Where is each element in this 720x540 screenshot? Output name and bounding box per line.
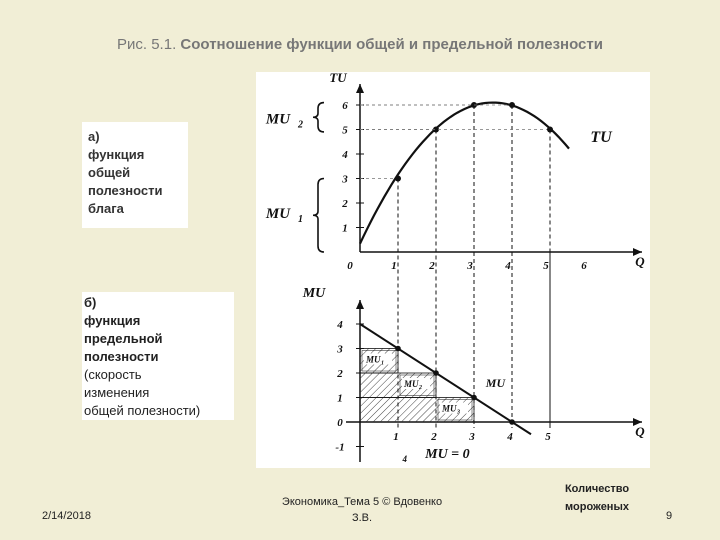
- tu-y-tick-label: 5: [342, 124, 348, 137]
- tu-curve: [360, 103, 569, 244]
- tu-point-5: [547, 127, 553, 133]
- mu-x-tick-label: 1: [393, 431, 399, 443]
- mu4-annotation: MU = 0: [425, 447, 470, 462]
- mu-bar-label-1: MU: [366, 354, 381, 365]
- mu-y-tick-label: 0: [337, 417, 343, 429]
- mu-line-label: MU: [485, 375, 506, 390]
- tu-x-tick-label: 0: [347, 260, 353, 272]
- tu-point-4: [509, 102, 515, 108]
- mu-y-tick-label: 1: [337, 392, 343, 405]
- tu-x-tick-label: 3: [467, 260, 473, 272]
- tu-point-1: [395, 176, 401, 182]
- tu-x-tick-label: 2: [429, 260, 435, 272]
- panel-b-normal-3: общей полезности): [84, 403, 201, 418]
- tu-y-tick-label: 3: [342, 173, 348, 186]
- mu-x-tick-label: 2: [431, 431, 437, 443]
- mu-x-tick-label: 5: [545, 431, 551, 443]
- panel-b-bold-1: функция: [84, 313, 141, 328]
- quantity-line-2: мороженых: [565, 501, 629, 513]
- footer-date: 2/14/2018: [42, 510, 91, 522]
- panel-b-letter: б): [84, 295, 97, 310]
- title-main: Соотношение функции общей и предельной полезности: [180, 36, 603, 53]
- utility-graph: [256, 72, 650, 468]
- brace-mu2-sub: 2: [298, 119, 303, 131]
- tu-x-tick-label: 6: [581, 260, 587, 272]
- brace-mu2-label: MU: [265, 111, 291, 128]
- quantity-axis-caption: [540, 480, 654, 516]
- page-number: 9: [666, 510, 673, 522]
- utility-chart-svg: [256, 72, 650, 468]
- mu-bar-label-sub-1: 1: [381, 360, 384, 367]
- panel-a-letter: а): [88, 129, 100, 144]
- panel-b-bold-3: полезности: [84, 349, 159, 364]
- panel-b-label: [82, 292, 234, 420]
- panel-b-normal-1: (скорость: [84, 367, 142, 382]
- quantity-line-1: Количество: [564, 483, 630, 495]
- footer-author-line-2: З.В.: [351, 512, 373, 524]
- panel-b-bold-2: предельной: [84, 331, 163, 346]
- mu-bar-label-2: MU: [404, 379, 419, 389]
- mu-x-tick-label: 3: [469, 431, 475, 443]
- tu-y-tick-label: 2: [342, 198, 348, 210]
- panel-a-label: [82, 122, 188, 228]
- mu-axis-label: MU: [302, 286, 326, 301]
- mu4-sub: 4: [402, 454, 408, 464]
- panel-a-line-2: общей: [88, 165, 131, 180]
- tu-curve-label: TU: [590, 128, 612, 146]
- mu-bar-label-sub-3: 3: [457, 409, 460, 416]
- footer-author: [256, 494, 468, 526]
- mu-y-tick-label: -1: [335, 441, 345, 454]
- mu-bar-label-sub-2: 2: [419, 385, 422, 391]
- tu-y-arrow: [356, 84, 364, 93]
- tu-q-label: Q: [635, 254, 645, 269]
- mu-q-label: Q: [635, 424, 645, 439]
- mu-x-tick-label: 4: [507, 431, 513, 443]
- panel-a-line-1: функция: [88, 147, 145, 162]
- tu-y-tick-label: 4: [342, 149, 348, 161]
- tu-axis-label: TU: [329, 72, 347, 85]
- title-prefix: Рис. 5.1.: [117, 36, 181, 53]
- tu-y-tick-label: 6: [342, 100, 348, 112]
- brace-mu1-label: MU: [265, 205, 291, 222]
- tu-x-tick-label: 5: [543, 260, 549, 272]
- brace-mu2: [313, 103, 324, 132]
- panel-a-line-3: полезности: [88, 183, 163, 198]
- tu-x-tick-label: 1: [391, 260, 397, 272]
- mu-y-tick-label: 2: [337, 368, 343, 380]
- footer-author-line-1: Экономика_Тема 5 © Вдовенко: [281, 496, 443, 508]
- tu-x-tick-label: 4: [505, 260, 511, 272]
- mu-y-tick-label: 3: [337, 343, 343, 356]
- panel-a-line-4: блага: [88, 201, 124, 216]
- brace-mu1-sub: 1: [298, 213, 303, 225]
- panel-b-normal-2: изменения: [84, 385, 150, 400]
- brace-mu1: [313, 179, 324, 253]
- tu-y-tick-label: 1: [342, 222, 348, 235]
- slide-title: [0, 36, 720, 53]
- mu-y-arrow: [356, 300, 364, 309]
- mu-bar-label-3: MU: [442, 403, 457, 414]
- mu-y-tick-label: 4: [337, 319, 343, 331]
